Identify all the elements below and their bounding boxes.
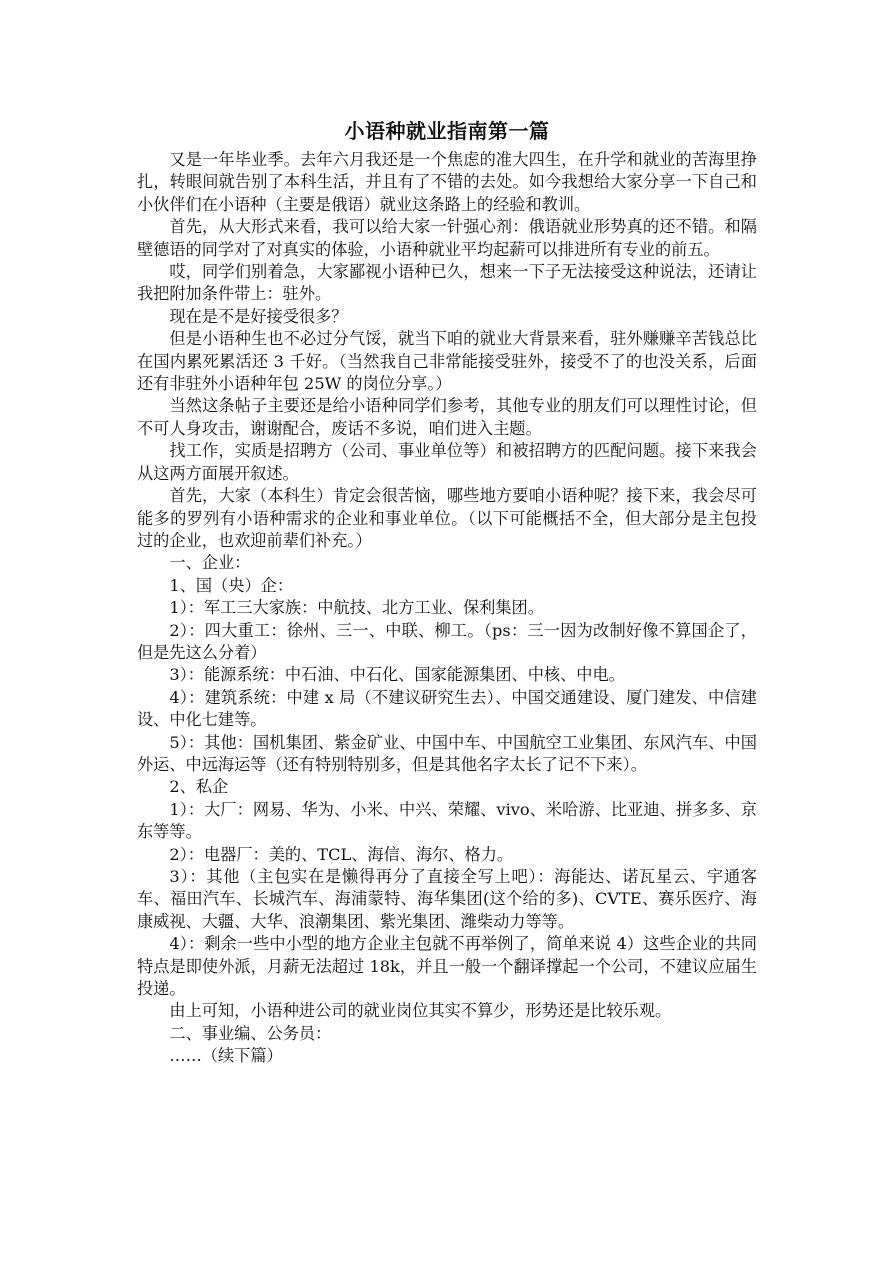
heading-public-sector: 二、事业编、公务员： xyxy=(169,1023,332,1043)
document-body xyxy=(137,116,757,1068)
paragraph-notice: 当然这条帖子主要还是给小语种同学们参考，其他专业的朋友们可以理性讨论，但不可人身攻击，谢谢配合，废话不多说，咱们进入主题。 xyxy=(137,396,757,438)
list-item-military: 1）：军工三大家族：中航技、北方工业、保利集团。 xyxy=(169,598,544,618)
list-item-big-tech: 1）：大厂：网易、华为、小米、中兴、荣耀、vivo、米哈游、比亚迪、拼多多、京东等等。 xyxy=(137,799,757,842)
paragraph-matching: 找工作，实质是招聘方（公司、事业单位等）和被招聘方的匹配问题。接下来我会从这两方面展开叙述。 xyxy=(137,441,757,483)
paragraph-summary: 由上可知，小语种进公司的就业岗位其实不算少，形势还是比较乐观。 xyxy=(169,1001,672,1021)
heading-enterprise: 一、企业： xyxy=(169,553,251,573)
list-item-construction: 4）：建筑系统：中建 x 局（不建议研究生去）、中国交通建设、厦门建发、中信建设、中化七建等。 xyxy=(137,687,757,730)
list-item-small-firms: 4）：剩余一些中小型的地方企业主包就不再举例了，简单来说 4）这些企业的共同特点是即使外派，月薪无法超过 18k，并且一般一个翻译撑起一个公司，不建议应届生投递。 xyxy=(137,934,757,999)
paragraph-to-be-continued: ……（续下篇） xyxy=(169,1046,283,1066)
heading-private: 2、私企 xyxy=(169,777,229,797)
list-item-other-soe: 5）：其他：国机集团、紫金矿业、中国中车、中国航空工业集团、东风汽车、中国外运、中远海运等（还有特别特别多，但是其他名字太长了记不下来）。 xyxy=(137,732,757,774)
paragraph-condition: 哎，同学们别着急，大家鄙视小语种已久，想来一下子无法接受这种说法，还请让我把附加条件带上：驻外。 xyxy=(137,262,757,304)
list-item-other-private: 3）：其他（主包实在是懒得再分了直接全写上吧）：海能达、诺瓦星云、宇通客车、福田汽车、长城汽车、海浦蒙特、海华集团(这个给的多)、CVTE、赛乐医疗、海康威视、大疆、大华、浪潮集团、紫光集团、潍柴动力等等。 xyxy=(137,867,757,931)
list-item-energy: 3）：能源系统：中石油、中石化、国家能源集团、中核、中电。 xyxy=(169,665,625,685)
paragraph-overview: 首先，从大形式来看，我可以给大家一针强心剂：俄语就业形势真的还不错。和隔壁德语的同学对了对真实的体验，小语种就业平均起薪可以排进所有专业的前五。 xyxy=(137,217,757,259)
heading-state-owned: 1、国（央）企： xyxy=(169,575,294,595)
document-title: 小语种就业指南第一篇 xyxy=(344,119,550,143)
paragraph-list-intro: 首先，大家（本科生）肯定会很苦恼，哪些地方要咱小语种呢？接下来，我会尽可能多的罗列有小语种需求的企业和事业单位。（以下可能概括不全，但大部分是主包投过的企业，也欢迎前辈们补充。） xyxy=(137,486,757,550)
list-item-appliance: 2）：电器厂：美的、TCL、海信、海尔、格力。 xyxy=(169,844,514,864)
list-item-heavy-industry: 2）：四大重工：徐州、三一、中联、柳工。（ps：三一因为改制好像不算国企了，但是先这么分着） xyxy=(137,620,757,662)
paragraph-encourage: 但是小语种生也不必过分气馁，就当下咱的就业大背景来看，驻外赚赚辛苦钱总比在国内累死累活还 3 千好。（当然我自己非常能接受驻外，接受不了的也没关系，后面还有非驻外小语种年包 25W 的岗位分享。） xyxy=(137,329,757,394)
paragraph-intro: 又是一年毕业季。去年六月我还是一个焦虑的准大四生，在升学和就业的苦海里挣扎，转眼间就告别了本科生活，并且有了不错的去处。如今我想给大家分享一下自己和小伙伴们在小语种（主要是俄语）就业这条路上的经验和教训。 xyxy=(137,150,757,214)
paragraph-question: 现在是不是好接受很多？ xyxy=(169,306,348,326)
